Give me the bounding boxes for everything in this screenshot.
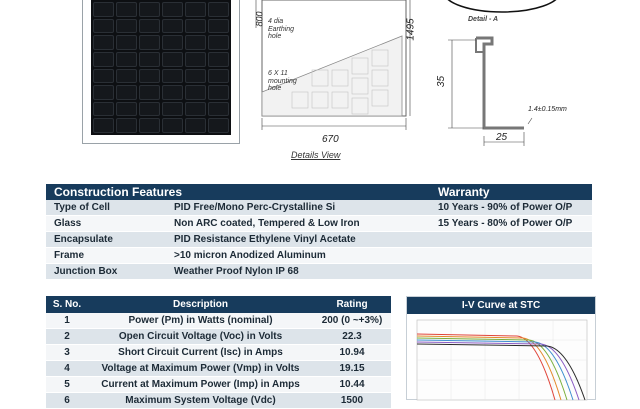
- header-rating: Rating: [336, 299, 368, 310]
- row-description: Open Circuit Voltage (Voc) in Volts: [118, 331, 283, 342]
- table-row: [46, 393, 391, 409]
- row-rating: 22.3: [342, 331, 362, 342]
- table-row: [46, 345, 391, 361]
- row-description: Current at Maximum Power (Imp) in Amps: [101, 379, 300, 390]
- row-rating: 1500: [340, 395, 364, 406]
- dim-1495: 1495: [405, 18, 417, 41]
- detail-a-caption: Detail - A: [468, 16, 499, 23]
- electrical-table-header: [46, 296, 391, 313]
- row-rating: 200 (0 ~+3%): [321, 315, 383, 326]
- table-row: [46, 264, 592, 280]
- details-view-caption: Details View: [291, 150, 341, 160]
- row-description: Maximum System Voltage (Vdc): [125, 395, 276, 406]
- details-view-drawing: [254, 0, 417, 145]
- table-row: [46, 329, 391, 345]
- construction-features-table: [46, 184, 592, 280]
- header-sno: S. No.: [52, 299, 82, 310]
- feature-label: Glass: [54, 218, 82, 229]
- feature-label: Encapsulate: [54, 234, 113, 245]
- table-row: [46, 361, 391, 377]
- row-description: Power (Pm) in Watts (nominal): [128, 315, 273, 326]
- warranty-value: 10 Years - 90% of Power O/P: [438, 202, 573, 213]
- iv-curve-plot: [407, 314, 595, 400]
- feature-value: PID Resistance Ethylene Vinyl Acetate: [174, 234, 356, 245]
- dim-35: 35: [436, 75, 448, 88]
- mounting-hole-label: 6 X 11 mounting hole: [268, 70, 297, 93]
- frame-profile-lines: [432, 32, 592, 148]
- row-description: Short Circuit Current (Isc) in Amps: [118, 347, 283, 358]
- row-rating: 10.44: [339, 379, 365, 390]
- iv-curve-title: I-V Curve at STC: [407, 297, 595, 314]
- row-description: Voltage at Maximum Power (Vmp) in Volts: [101, 363, 300, 374]
- table-row: [46, 200, 592, 216]
- warranty-title: Warranty: [438, 185, 490, 199]
- row-sno: 2: [64, 331, 70, 342]
- panel-front-view: [82, 0, 240, 144]
- row-sno: 1: [64, 315, 70, 326]
- electrical-table: [46, 296, 391, 409]
- feature-value: Non ARC coated, Tempered & Low Iron: [174, 218, 360, 229]
- row-sno: 6: [64, 395, 70, 406]
- row-sno: 5: [64, 379, 70, 390]
- warranty-value: 15 Years - 80% of Power O/P: [438, 218, 573, 229]
- feature-label: Type of Cell: [54, 202, 110, 213]
- feature-value: Weather Proof Nylon IP 68: [174, 266, 299, 277]
- construction-features-header: [46, 184, 592, 200]
- iv-curve-panel: [406, 296, 596, 400]
- solar-cell-grid: [91, 0, 231, 135]
- dim-thickness: 1.4±0.15mm: [528, 106, 567, 113]
- row-sno: 3: [64, 347, 70, 358]
- row-sno: 4: [64, 363, 70, 374]
- construction-features-title: Construction Features: [54, 185, 183, 199]
- frame-section-drawing: [432, 32, 592, 148]
- feature-label: Frame: [54, 250, 85, 261]
- dim-25: 25: [496, 132, 508, 143]
- table-row: [46, 232, 592, 248]
- earthing-hole-label: 4 dia Earthing hole: [268, 18, 295, 41]
- table-row: [46, 377, 391, 393]
- dim-800: 800: [254, 11, 265, 27]
- detail-a-ellipse: [442, 0, 562, 16]
- table-row: [46, 313, 391, 329]
- row-rating: 19.15: [339, 363, 365, 374]
- header-description: Description: [172, 299, 228, 310]
- dim-670: 670: [322, 134, 339, 145]
- feature-value: >10 micron Anodized Aluminum: [174, 250, 326, 261]
- feature-value: PID Free/Mono Perc-Crystalline Si: [174, 202, 336, 213]
- feature-label: Junction Box: [54, 266, 118, 277]
- table-row: [46, 248, 592, 264]
- row-rating: 10.94: [339, 347, 365, 358]
- table-row: [46, 216, 592, 232]
